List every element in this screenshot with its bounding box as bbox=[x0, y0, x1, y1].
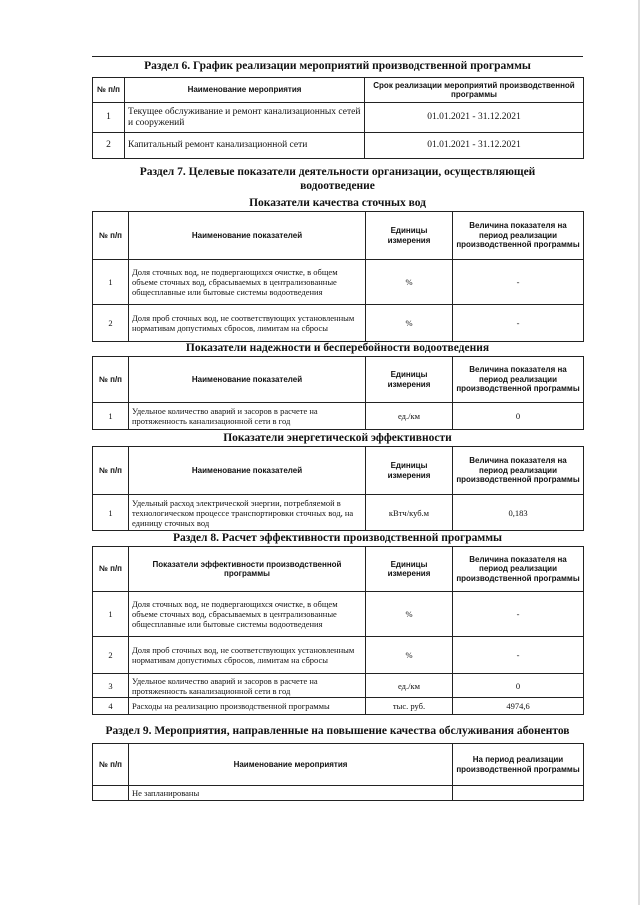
col-unit-header: Единицы измерения bbox=[366, 357, 453, 403]
row-unit: % bbox=[366, 592, 453, 637]
row-value: 0 bbox=[453, 674, 584, 698]
row-name: Удельное количество аварий и засоров в расчете на протяженность канализационной сети в год bbox=[129, 674, 366, 698]
row-name: Текущее обслуживание и ремонт канализационных сетей и сооружений bbox=[125, 103, 365, 133]
reliability-title: Показатели надежности и бесперебойности водоотведения bbox=[185, 342, 490, 354]
row-value: 0 bbox=[453, 403, 584, 430]
row-value: 4974,6 bbox=[453, 698, 584, 715]
row-name: Капитальный ремонт канализационной сети bbox=[125, 133, 365, 159]
energy-table bbox=[92, 446, 584, 531]
row-unit: ед./км bbox=[366, 674, 453, 698]
col-unit-header: Единицы измерения bbox=[366, 447, 453, 495]
table-row bbox=[93, 495, 584, 531]
row-num: 1 bbox=[93, 592, 129, 637]
row-period: 01.01.2021 - 31.12.2021 bbox=[365, 103, 584, 133]
energy-title: Показатели энергетической эффективности bbox=[223, 432, 452, 444]
section-8-title: Раздел 8. Расчет эффективности производственной программы bbox=[172, 532, 503, 544]
top-rule bbox=[92, 56, 583, 57]
row-unit: % bbox=[366, 637, 453, 674]
col-name-header: Наименование показателей bbox=[129, 212, 366, 260]
section-7-title-line2: водоотведение bbox=[300, 180, 375, 192]
col-period-header: Срок реализации мероприятий производственной программы bbox=[365, 78, 584, 103]
row-num: 1 bbox=[93, 495, 129, 531]
col-num-header: № п/п bbox=[93, 357, 129, 403]
table-row bbox=[93, 403, 584, 430]
col-num-header: № п/п bbox=[93, 447, 129, 495]
table-row bbox=[93, 103, 584, 133]
table-row bbox=[93, 674, 584, 698]
row-unit: кВтч/куб.м bbox=[366, 495, 453, 531]
col-name-header: Наименование показателей bbox=[129, 357, 366, 403]
quality-title: Показатели качества сточных вод bbox=[249, 197, 426, 209]
row-num: 2 bbox=[93, 133, 125, 159]
col-name-header: Наименование показателей bbox=[129, 447, 366, 495]
table-row bbox=[93, 305, 584, 342]
col-unit-header: Единицы измерения bbox=[366, 212, 453, 260]
row-num: 1 bbox=[93, 103, 125, 133]
table-row bbox=[93, 786, 584, 801]
row-name: Удельный расход электрической энергии, потребляемой в технологическом процессе транспортировки сточных вод, на единицу сточных вод bbox=[129, 495, 366, 531]
row-name: Удельное количество аварий и засоров в расчете на протяженность канализационной сети в год bbox=[129, 403, 366, 430]
col-value-header: Величина показателя на период реализации производственной программы bbox=[453, 547, 584, 592]
row-name: Расходы на реализацию производственной программы bbox=[129, 698, 366, 715]
table-row bbox=[93, 637, 584, 674]
col-num-header: № п/п bbox=[93, 547, 129, 592]
row-value: - bbox=[453, 305, 584, 342]
row-name: Доля проб сточных вод, не соответствующих установленным нормативам допустимых сбросов, лимитам на сбросы bbox=[129, 305, 366, 342]
quality-table bbox=[92, 211, 584, 342]
row-name: Не запланированы bbox=[129, 786, 453, 801]
col-num-header: № п/п bbox=[93, 212, 129, 260]
col-unit-header: Единицы измерения bbox=[366, 547, 453, 592]
col-num-header: № п/п bbox=[93, 744, 129, 786]
row-value: - bbox=[453, 592, 584, 637]
row-num: 2 bbox=[93, 305, 129, 342]
col-value-header: Величина показателя на период реализации производственной программы bbox=[453, 357, 584, 403]
row-unit: % bbox=[366, 305, 453, 342]
col-name-header: Наименование мероприятия bbox=[129, 744, 453, 786]
row-name: Доля сточных вод, не подвергающихся очистке, в общем объеме сточных вод, сбрасываемых в централизованные общесплавные или бытовые системы водоотведения bbox=[129, 260, 366, 305]
table-row bbox=[93, 133, 584, 159]
section-8-table bbox=[92, 546, 584, 715]
row-num: 2 bbox=[93, 637, 129, 674]
section-6-table bbox=[92, 77, 584, 159]
row-unit: тыс. руб. bbox=[366, 698, 453, 715]
row-value: 0,183 bbox=[453, 495, 584, 531]
row-period bbox=[453, 786, 584, 801]
row-name: Доля проб сточных вод, не соответствующих установленным нормативам допустимых сбросов, лимитам на сбросы bbox=[129, 637, 366, 674]
col-value-header: Величина показателя на период реализации производственной программы bbox=[453, 447, 584, 495]
col-name-header: Наименование мероприятия bbox=[125, 78, 365, 103]
row-num: 1 bbox=[93, 403, 129, 430]
col-period-header: На период реализации производственной программы bbox=[453, 744, 584, 786]
table-row bbox=[93, 698, 584, 715]
row-num bbox=[93, 786, 129, 801]
col-value-header: Величина показателя на период реализации производственной программы bbox=[453, 212, 584, 260]
row-value: - bbox=[453, 260, 584, 305]
row-name: Доля сточных вод, не подвергающихся очистке, в общем объеме сточных вод, сбрасываемых в централизованные общесплавные или бытовые системы водоотведения bbox=[129, 592, 366, 637]
table-row bbox=[93, 260, 584, 305]
section-9-table bbox=[92, 743, 584, 801]
row-unit: ед./км bbox=[366, 403, 453, 430]
section-9-title: Раздел 9. Мероприятия, направленные на повышение качества обслуживания абонентов bbox=[105, 725, 570, 737]
row-unit: % bbox=[366, 260, 453, 305]
row-value: - bbox=[453, 637, 584, 674]
section-7-title: Раздел 7. Целевые показатели деятельности организации, осуществляющей bbox=[139, 166, 536, 178]
col-num-header: № п/п bbox=[93, 78, 125, 103]
row-period: 01.01.2021 - 31.12.2021 bbox=[365, 133, 584, 159]
section-6-title: Раздел 6. График реализации мероприятий производственной программы bbox=[144, 60, 531, 72]
row-num: 3 bbox=[93, 674, 129, 698]
col-name-header: Показатели эффективности производственной программы bbox=[129, 547, 366, 592]
reliability-table bbox=[92, 356, 584, 430]
row-num: 1 bbox=[93, 260, 129, 305]
row-num: 4 bbox=[93, 698, 129, 715]
table-row bbox=[93, 592, 584, 637]
